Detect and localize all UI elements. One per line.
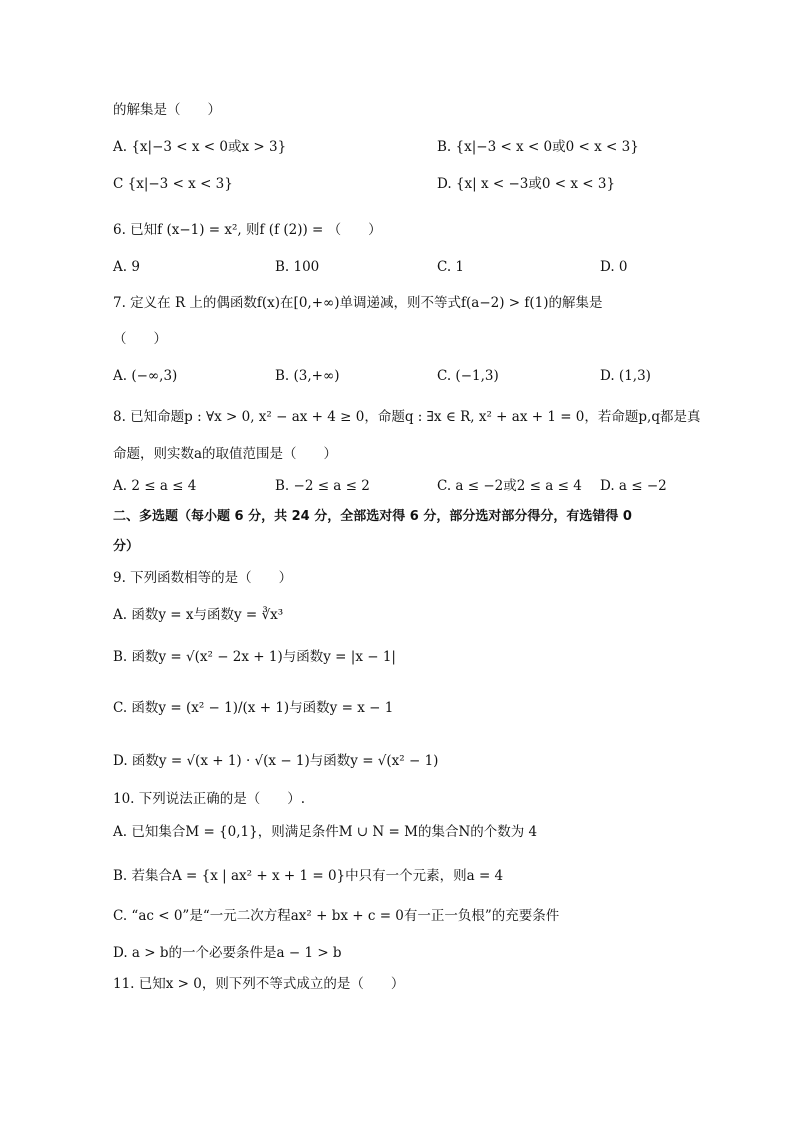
q9-stem: 9. 下列函数相等的是（ ）: [113, 570, 293, 586]
q10-option-c: C. “ac < 0”是“一元二次方程ax² + bx + c = 0有一正一负根”的充要条件: [113, 908, 560, 924]
q6-option-c: C. 1: [437, 259, 465, 275]
q8-option-b: B. −2 ≤ a ≤ 2: [275, 478, 370, 494]
q10-option-a: A. 已知集合M = {0,1}，则满足条件M ∪ N = M的集合N的个数为 4: [113, 824, 538, 840]
q8-option-d: D. a ≤ −2: [600, 478, 667, 494]
q5-option-d: D. {x| x < −3或0 < x < 3}: [437, 176, 616, 192]
section2-heading-line1: 二、多选题（每小题 6 分，共 24 分，全部选对得 6 分，部分选对部分得分，有选错得 0: [113, 509, 632, 524]
q7-option-b: B. (3,+∞): [275, 368, 340, 384]
q7-option-a: A. (−∞,3): [113, 368, 178, 384]
q7-stem-line2: （ ）: [113, 331, 167, 347]
q9-option-c: C. 函数y = (x² − 1)/(x + 1)与函数y = x − 1: [113, 700, 394, 716]
q11-stem: 11. 已知x > 0，则下列不等式成立的是（ ）: [113, 976, 405, 992]
q7-option-d: D. (1,3): [600, 368, 651, 384]
q9-option-d: D. 函数y = √(x + 1) · √(x − 1)与函数y = √(x² − 1): [113, 753, 439, 769]
q6-option-d: D. 0: [600, 259, 628, 275]
q7-stem-line1: 7. 定义在 R 上的偶函数f(x)在[0,+∞)单调递减，则不等式f(a−2) > f(1)的解集是: [113, 295, 603, 311]
q9-option-a: A. 函数y = x与函数y = ∛x³: [113, 607, 284, 623]
section2-heading-line2: 分）: [113, 539, 140, 554]
q5-option-b: B. {x|−3 < x < 0或0 < x < 3}: [437, 139, 639, 155]
q8-option-a: A. 2 ≤ a ≤ 4: [113, 478, 197, 494]
q5-option-c: C {x|−3 < x < 3}: [113, 176, 233, 192]
q6-option-a: A. 9: [113, 259, 140, 275]
q8-option-c: C. a ≤ −2或2 ≤ a ≤ 4: [437, 478, 582, 494]
q8-stem-line1: 8. 已知命题p : ∀x > 0, x² − ax + 4 ≥ 0，命题q : ∃x ∈ R, x² + ax + 1 = 0，若命题p,q都是真: [113, 409, 701, 425]
q5-option-a: A. {x|−3 < x < 0或x > 3}: [113, 139, 287, 155]
q5-tail: 的解集是（ ）: [113, 102, 221, 118]
q9-option-b: B. 函数y = √(x² − 2x + 1)与函数y = |x − 1|: [113, 649, 396, 665]
q6-stem: 6. 已知f (x−1) = x², 则f (f (2)) = （ ）: [113, 222, 382, 238]
q6-option-b: B. 100: [275, 259, 320, 275]
q8-stem-line2: 命题，则实数a的取值范围是（ ）: [113, 446, 338, 462]
q7-option-c: C. (−1,3): [437, 368, 499, 384]
q10-option-b: B. 若集合A = {x | ax² + x + 1 = 0}中只有一个元素，则a = 4: [113, 868, 504, 884]
q10-stem: 10. 下列说法正确的是（ ）.: [113, 791, 306, 807]
q10-option-d: D. a > b的一个必要条件是a − 1 > b: [113, 945, 342, 961]
